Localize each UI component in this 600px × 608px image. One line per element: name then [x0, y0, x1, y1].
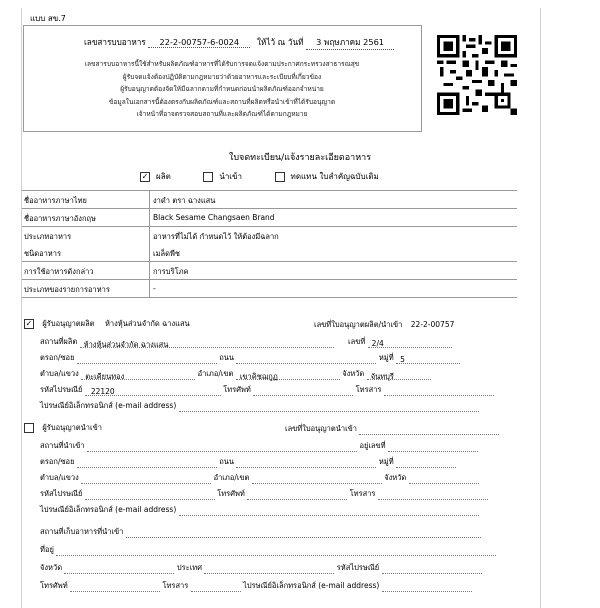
- soi-row: [40, 352, 460, 364]
- district-label: อำเภอ/เขต: [197, 369, 234, 378]
- email-row: [40, 400, 479, 412]
- row-key: ประเภทของรายการอาหาร: [24, 285, 110, 294]
- moo-value: 5: [396, 355, 460, 364]
- storage-province-label: จังหวัด: [40, 563, 63, 572]
- table-row: [22, 191, 517, 209]
- licensee-name: ห้างหุ้นส่วนจำกัด ฉางแสน: [104, 319, 190, 328]
- importer-soi-label: ตรอก/ซอย: [40, 457, 75, 466]
- storage-email-label: ไปรษณีย์อิเล็กทรอนิกส์ (e-mail address): [243, 581, 380, 590]
- district-value: เขาคิชฌกูฏ: [236, 371, 340, 380]
- subdistrict-label: ตำบล/แขวง: [40, 369, 79, 378]
- place-label: สถานที่ผลิต: [40, 337, 78, 346]
- registration-box: [23, 25, 422, 132]
- importer-license-label: เลขที่ใบอนุญาตนำเข้า: [285, 424, 357, 433]
- place-value: ห้างหุ้นส่วนจำกัด ฉางแสน: [80, 339, 334, 348]
- doc-number-row: [84, 36, 394, 50]
- importer-road-label: ถนน: [219, 457, 235, 466]
- option-replace[interactable]: [275, 170, 379, 183]
- soi-label: ตรอก/ซอย: [40, 353, 75, 362]
- doc-number-label: เลขสารบบอาหาร: [84, 37, 146, 47]
- importer-place-label: สถานที่นำเข้า: [40, 441, 85, 450]
- storage-phone-row: [40, 580, 472, 592]
- license-number-row: [314, 319, 454, 331]
- importer-moo-label: หมู่ที่: [378, 457, 394, 466]
- importer-postcode-label: รหัสไปรษณีย์: [40, 489, 83, 498]
- importer-subdistrict-row: [40, 472, 479, 484]
- doc-number-value: 22-2-00757-6-0024: [148, 37, 250, 48]
- product-table: [22, 190, 517, 298]
- table-row: [22, 280, 517, 298]
- option-label: ผลิต: [156, 172, 171, 181]
- row-value: อาหารที่ไม่ได้ กำหนดไว้ ให้ต้องมีฉลาก: [153, 232, 279, 241]
- moo-label: หมู่ที่: [378, 353, 394, 362]
- storage-title-row: [40, 526, 481, 538]
- qr-code: [437, 35, 517, 115]
- table-row: [22, 227, 517, 262]
- storage-fax-label: โทรสาร: [162, 581, 189, 590]
- row-key: ชื่ออาหารภาษาอังกฤษ: [24, 214, 96, 223]
- row-key: ชนิดอาหาร: [24, 249, 61, 258]
- option-produce[interactable]: [140, 170, 171, 183]
- checkbox-checked-icon[interactable]: ✓: [25, 319, 33, 328]
- email-label: ไปรษณีย์อิเล็กทรอนิกส์ (e-mail address): [40, 401, 177, 410]
- type-options: [140, 170, 409, 183]
- importer-soi-row: [40, 456, 456, 468]
- note-line: ผู้รับจดแจ้งต้องปฏิบัติตามกฎหมายว่าด้วยอาหารและระเบียบที่เกี่ยวข้อง: [122, 72, 322, 81]
- section-title: ใบจดทะเบียน/แจ้งรายละเอียดอาหาร: [228, 153, 372, 163]
- importer-district-label: อำเภอ/เขต: [213, 473, 250, 482]
- phone-label: โทรศัพท์: [223, 385, 251, 394]
- subdistrict-value: ตะเคียนทอง: [81, 371, 195, 380]
- checkbox-icon[interactable]: [275, 172, 285, 182]
- row-value: การบริโภค: [153, 267, 189, 276]
- importer-license-row: [285, 423, 499, 435]
- row-value: -: [153, 284, 156, 293]
- importer-province-label: จังหวัด: [384, 473, 407, 482]
- storage-postcode-label: รหัสไปรษณีย์: [336, 563, 380, 572]
- province-value: จันทบุรี: [367, 371, 431, 380]
- importer-email-label: ไปรษณีย์อิเล็กทรอนิกส์ (e-mail address): [40, 505, 177, 514]
- note-line: เจ้าหน้าที่อาจตรวจสอบสถานที่และผลิตภัณฑ์ได้ตามกฎหมาย: [136, 110, 308, 118]
- row-value: เมล็ดพืช: [153, 249, 181, 258]
- place-row: [40, 336, 452, 348]
- checkbox-icon[interactable]: [24, 423, 34, 433]
- row-key: ประเภทอาหาร: [24, 232, 72, 241]
- licensee-header: [24, 318, 190, 330]
- row-key: ชื่ออาหารภาษาไทย: [24, 196, 87, 205]
- house-label: เลขที่: [348, 337, 366, 346]
- importer-fax-label: โทรสาร: [349, 489, 376, 498]
- storage-country-label: ประเทศ: [176, 563, 202, 572]
- importer-phone-label: โทรศัพท์: [217, 489, 245, 498]
- checkbox-checked-icon[interactable]: ✓: [141, 171, 149, 181]
- table-row: [22, 262, 517, 280]
- issued-date: 3 พฤษภาคม 2561: [306, 36, 394, 50]
- storage-phone-label: โทรศัพท์: [40, 581, 68, 590]
- importer-house-label: อยู่เลขที่: [359, 441, 386, 450]
- storage-province-row: [40, 562, 482, 574]
- option-import[interactable]: [203, 170, 242, 183]
- row-value: งาดำ ตรา ฉางแสน: [153, 196, 216, 205]
- subdistrict-row: [40, 368, 431, 380]
- importer-place-row: [40, 440, 478, 452]
- note-line: เลขสารบบอาหารนี้ใช้สำหรับผลิตภัณฑ์อาหารที่ได้รับการจดแจ้งตามประกาศกระทรวงสาธารณสุข: [84, 60, 360, 68]
- postcode-row: [40, 384, 494, 396]
- importer-label: ผู้รับอนุญาตนำเข้า: [42, 423, 102, 432]
- importer-header: [24, 422, 102, 434]
- option-label: นำเข้า: [219, 172, 242, 181]
- issued-label: ให้ไว้ ณ วันที่: [256, 37, 304, 47]
- postcode-value: 22120: [85, 387, 221, 396]
- checkbox-icon[interactable]: [203, 172, 213, 182]
- row-key: การใช้อาหารดังกล่าว: [24, 267, 94, 276]
- licensee-label: ผู้รับอนุญาตผลิต: [42, 319, 95, 328]
- note-line: ข้อมูลในเอกสารนี้ต้องตรงกับผลิตภัณฑ์และสถานที่ผลิตหรือนำเข้าที่ได้รับอนุญาต: [108, 97, 336, 106]
- storage-title: สถานที่เก็บอาหารที่นำเข้า: [40, 527, 124, 536]
- fax-label: โทรสาร: [355, 385, 382, 394]
- license-number: 22-2-00757: [410, 320, 455, 329]
- storage-address-row: [40, 544, 496, 556]
- row-value: Black Sesame Changsaen Brand: [153, 213, 275, 222]
- form-code: แบบ สข.7: [30, 14, 66, 23]
- table-row: [22, 209, 517, 227]
- importer-postcode-row: [40, 488, 488, 500]
- option-label: ทดแทน ใบสำคัญฉบับเดิม: [290, 172, 379, 181]
- notes-block: [32, 58, 412, 121]
- storage-address-label: ที่อยู่: [40, 545, 54, 554]
- license-label: เลขที่ใบอนุญาตผลิต/นำเข้า: [314, 320, 403, 329]
- province-label: จังหวัด: [342, 369, 365, 378]
- importer-email-row: [40, 504, 479, 516]
- house-value: 2/4: [368, 339, 452, 348]
- road-label: ถนน: [219, 353, 235, 362]
- postcode-label: รหัสไปรษณีย์: [40, 385, 83, 394]
- note-line: ผู้รับอนุญาตต้องจัดให้มีฉลากตามที่กำหนดก่อนนำผลิตภัณฑ์ออกจำหน่าย: [120, 85, 324, 93]
- importer-subdistrict-label: ตำบล/แขวง: [40, 473, 79, 482]
